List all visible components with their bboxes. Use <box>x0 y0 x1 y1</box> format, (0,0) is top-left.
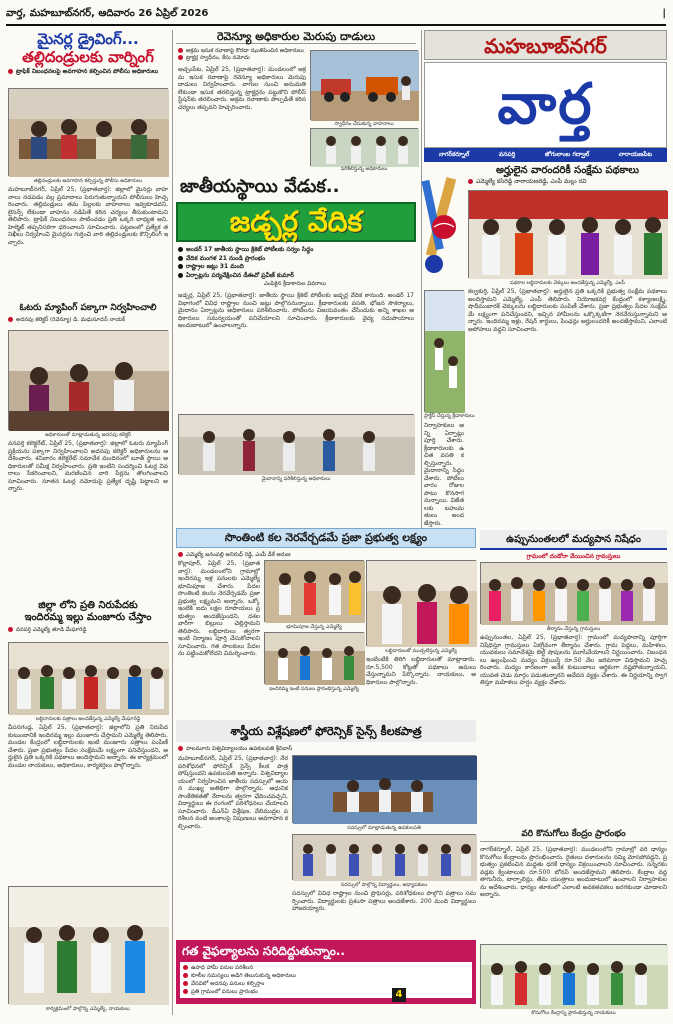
photo-cricket-officials <box>178 414 414 474</box>
bullet-text: ప్రతి గ్రామంలో పనులు ప్రారంభం <box>191 989 258 995</box>
photo-welfare-event <box>468 190 667 278</box>
right-top-story <box>468 164 667 186</box>
header-title: వార్త, మహబూబ్‌నగర్, ఆదివారం 26 ఏప్రిల్ 2026 <box>6 8 209 19</box>
photo-illustration <box>481 945 668 1009</box>
story-byline <box>178 551 474 559</box>
col1-story1 <box>8 30 168 76</box>
district-name: నారాయణపేట <box>618 151 653 158</box>
bullet-icon <box>178 247 183 252</box>
bullet-icon <box>183 973 188 978</box>
story-body: ఉప్పునుంతల, ఏప్రిల్ 25, (ప్రభాతవార్త): గ్రామంలో మద్యపానాన్ని పూర్తిగా నిషేధిస్తూ గ్రామస్తులు ఏకగ్రీవంగా తీర్మానం చేశారు. గ్రామ పెద్దలు, మహిళలు, యువకులు సమావేశమై బెల్ట్ షాపులను మూసివేయాలని నిర్ణయించారు. నిబంధనలు ఉల్లంఘించి మద్యం విక్రయిస్తే రూ.50 వేల జరిమానా విధిస్తామని హెచ్చరించారు. మద్యం కారణంగా అనేక కుటుంబాలు ఆర్థికంగా నష్టపోతున్నాయని, యువత చెడు మార్గం పడుతున్నారని ఆవేదన వ్యక్తం చేశారు. ఈ నిర్ణయాన్ని స్వాగతిస్తూ మహిళలు హర్షం వ్యక్తం చేశారు. <box>480 634 667 686</box>
bullet-item <box>183 964 469 972</box>
masthead-district-strip <box>424 148 667 162</box>
story-body: మహబూబ్‌నగర్, ఏప్రిల్ 25, (ప్రభాతవార్త): నేర పరిశోధనలో ఫోరెన్సిక్ సైన్స్ కీలక పాత్ర పోషిస్తుందని ఉపకులపతి అన్నారు. విశ్వవిద్యాలయంలో నిర్వహించిన జాతీయ సదస్సులో ఆయన ముఖ్య అతిథిగా పాల్గొన్నారు. ఆధునిక సాంకేతికతతో నేరాలను త్వరగా ఛేదించవచ్చని, విద్యార్థులు ఈ రంగంలో పరిశోధనలు చేయాలని సూచించారు. డీఎన్ఏ విశ్లేషణ, వేలిముద్రల పరిశీలన వంటి అంశాలపై నిపుణులు అవగాహన కల్పించారు. <box>178 755 288 830</box>
story-body: కల్వకుర్తి, ఏప్రిల్ 25, (ప్రభాతవార్త): అర్హులైన ప్రతి ఒక్కరికి ప్రభుత్వ సంక్షేమ పథకాలు అందిస్తామని ఎమ్మెల్యే, ఎంపీ తెలిపారు. నియోజకవర్గ కేంద్రంలో కళ్యాణలక్ష్మి, షాదీముబారక్ చెక్కులను లబ్ధిదారులకు పంపిణీ చేశారు. ప్రజా ప్రభుత్వం పేదల సంక్షేమమే లక్ష్యంగా పనిచేస్తుందని, ఇచ్చిన హామీలను ఒక్కొక్కటిగా నెరవేరుస్తున్నామని అన్నారు. ఇందిరమ్మ ఇళ్లు, రేషన్ కార్డులు, పింఛన్లు అర్హులందరికీ అందజేస్తామని, ఎలాంటి అపోహలు వద్దని సూచించారు. <box>468 288 667 333</box>
photo-illustration <box>481 563 668 625</box>
bullet-icon <box>178 746 183 751</box>
bullet-text: అండర్ 17 జాతీయ స్థాయి క్రికెట్ పోటీలకు సర్వం సిద్ధం <box>186 246 314 253</box>
bullet-item <box>178 255 412 264</box>
photo-illustration <box>9 887 169 1005</box>
bullet-icon <box>183 989 188 994</box>
bullet-icon <box>178 552 183 557</box>
bullet-text: ఉపాధి హామీ పనుల పరిశీలన <box>191 965 254 971</box>
right-mid-headline-bar <box>480 530 667 550</box>
photo-illustration <box>9 89 169 177</box>
bullet-icon <box>8 317 13 322</box>
bullet-text: ట్రాక్టర్ల స్వాధీనం, కేసు నమోదు <box>186 55 250 61</box>
bullet-item <box>178 263 412 272</box>
story-headline: ఉప్పునుంతలలో మద్యపాన నిషేధం <box>506 534 641 545</box>
bullet-icon <box>183 981 188 986</box>
district-name: వనపర్తి <box>498 151 516 158</box>
photo-officials-inspect <box>310 128 418 166</box>
photo-illustration <box>9 643 169 715</box>
photo-caption: లబ్ధిదారులకు పత్రాలు అందజేస్తున్న ఎమ్మెల్యే మేఘారెడ్డి <box>35 716 141 722</box>
photo-illustration <box>469 191 668 279</box>
story-byline: ఎంపికైన క్రీడాకారుల వివరాలు <box>264 281 326 287</box>
photo-caption: స్వాధీనం చేసుకున్న వాహనాలు <box>334 121 394 127</box>
center-headline-bar <box>176 528 476 548</box>
story-headline: వరి కొనుగోలు కేంద్రం ప్రారంభం <box>521 829 626 839</box>
story-body: అచ్చంపేట, ఏప్రిల్ 25, (ప్రభాతవార్త): మండలంలో అక్రమ ఇసుక రవాణాపై రెవెన్యూ అధికారులు మెరుపు దాడులు నిర్వహించారు. వాగుల నుంచి అనుమతి లేకుండా ఇసుక తరలిస్తున్న ట్రాక్టర్లను పట్టుకొని పోలీస్ స్టేషన్‌కు తరలించారు. అక్రమ రవాణాకు పాల్పడితే కఠిన చర్యలు తప్పవని హెచ్చరించారు. <box>178 66 306 111</box>
story-byline <box>8 316 168 324</box>
photo-police-meeting <box>8 88 168 176</box>
photo-illustration <box>265 561 365 623</box>
masthead-paper-name: వార్త <box>497 72 594 137</box>
story-headline: జిల్లా లోని ప్రతి నిరుపేదకు <box>38 600 138 611</box>
story-subhead <box>8 68 168 76</box>
cricket-graphic <box>416 172 464 284</box>
photo-mla-beneficiaries <box>366 560 476 646</box>
bullet-text: వేసవిలో అదనపు పనులు కల్పిస్తాం <box>191 981 265 987</box>
photo-caption: కార్యక్రమంలో పాల్గొన్న ఎమ్మెల్యే, నాయకులు <box>46 1006 130 1012</box>
bullet-item <box>183 988 469 996</box>
photo-caption: తీర్మానం చేస్తున్న గ్రామస్తులు <box>546 626 601 632</box>
story-headline: శాస్త్రీయ విశ్లేషణలో ఫోరెన్సిక్ సైన్స్ కీలకపాత్ర <box>230 724 422 738</box>
col1-story3 <box>8 600 168 634</box>
band-bullets <box>180 962 472 998</box>
byline-text: ఎమ్మెల్యే జనంపల్లి అనిరుధ్ రెడ్డి, ఎంపీ డీకే అరుణ <box>186 552 291 558</box>
bullet-icon <box>8 627 13 632</box>
masthead-edition-box <box>424 30 667 60</box>
bullet-icon <box>178 264 183 269</box>
bullet-icon <box>178 256 183 261</box>
revenue-bullets <box>178 48 306 62</box>
photo-bhoomi-pooja <box>264 560 364 622</box>
byline-text: పాలమూరు విశ్వవిద్యాలయం ఉపకులపతి శ్రీనివాస్ <box>186 746 293 752</box>
bullet-text: వేదిక మంగళ 21 నుండి ప్రారంభం <box>186 254 266 262</box>
photo-caption: ప్రాక్టీస్ చేస్తున్న క్రీడాకారులు <box>424 413 475 419</box>
band-headline: గత వైఫల్యాలను సరిదిద్దుతున్నాం.. <box>182 944 345 958</box>
revenue-headline-bar <box>176 30 416 44</box>
photo-caption: లబ్ధిదారులతో ముచ్చటిస్తున్న ఎమ్మెల్యే <box>385 648 457 654</box>
photo-caption: అధికారులతో మాట్లాడుతున్న అదనపు కలెక్టర్ <box>45 432 131 438</box>
bullet-icon <box>178 55 183 60</box>
story-body: మహబూబ్‌నగర్, ఏప్రిల్ 25, (ప్రభాతవార్త): జిల్లాలో మైనర్లు వాహనాలు నడపడం వల్ల ప్రమాదాలు పెరుగుతున్నాయని పోలీసులు హెచ్చరించారు. తల్లిదండ్రులు తమ పిల్లలకు వాహనాలు ఇవ్వకూడదని, లైసెన్స్ లేకుండా వాహనం నడిపితే కఠిన చర్యలు తీసుకుంటామని తెలిపారు. ట్రాఫిక్ నిబంధనలు పాటించడం ప్రతి ఒక్కరి బాధ్యత అని, హెల్మెట్ తప్పనిసరిగా ధరించాలని సూచించారు. పట్టణంలో ప్రత్యేక తనిఖీలు నిర్వహించి మైనర్లను గుర్తించి వారి తల్లిదండ్రులకు కౌన్సిలింగ్ ఇచ్చారు. <box>8 186 168 246</box>
photo-caption: భూమిపూజ చేస్తున్న ఎమ్మెల్యే <box>286 624 342 630</box>
photo-caption: సదస్సులో మాట్లాడుతున్న ఉపకులపతి <box>347 825 421 831</box>
col1-story2 <box>8 303 168 324</box>
story-headline: అర్హులైన వారందరికీ సంక్షేమ పథకాలు <box>496 165 639 176</box>
story-body: నాగర్‌కర్నూల్, ఏప్రిల్ 25, (ప్రభాతవార్త): మండలంలోని గ్రామాల్లో వరి ధాన్యం కొనుగోలు కేంద్రాలను ప్రారంభించారు. రైతులు దళారులను నమ్మి మోసపోవద్దని, ప్రభుత్వం ప్రకటించిన మద్దతు ధరకే ధాన్యం విక్రయించాలని సూచించారు. సన్నరకం వడ్లకు క్వింటాలుకు రూ.500 బోనస్ అందజేస్తామని తెలిపారు. కేంద్రాల వద్ద తాగునీరు, టార్పాలిన్లు, తేమ యంత్రాలు అందుబాటులో ఉంచాలని నిర్వాహకులను ఆదేశించారు. ధాన్యం తూకంలో ఎలాంటి అవకతవకలు జరగకుండా చూడాలని అన్నారు. <box>480 846 667 898</box>
district-name: జోగులాంబ గద్వాల్ <box>544 151 590 158</box>
cricket-bat-icon <box>416 172 464 284</box>
right-mid-story2-bar <box>480 826 667 842</box>
sports-bullets <box>178 246 412 288</box>
photo-illustration <box>311 51 419 121</box>
subhead-text: ఎమ్మెల్యే కసిరెడ్డి నారాయణరెడ్డి, ఎంపీ మల్లు రవి <box>476 178 587 185</box>
story-body: సదస్సులో వివిధ రాష్ట్రాల నుంచి ప్రొఫెసర్లు, పరిశోధకులు పాల్గొని పత్రాలు సమర్పించారు. విద్యార్థులకు ప్రశంసా పత్రాలు అందజేశారు. 200 మంది విద్యార్థులు హాజరయ్యారు. <box>292 890 476 912</box>
bottom-band <box>176 940 476 1004</box>
photo-caption: పరిశీలిస్తున్న అధికారులు <box>340 166 388 172</box>
photo-illustration <box>293 835 477 881</box>
photo-cricket-practice <box>424 290 464 412</box>
column-divider <box>172 30 173 1015</box>
story-body: వనపర్తి కలెక్టరేట్, ఏప్రిల్ 25, (ప్రభాతవార్త): జిల్లాలో ఓటరు మ్యాపింగ్ ప్రక్రియను పక్కాగా నిర్వహించాలని అదనపు కలెక్టర్ అధికారులను ఆదేశించారు. శనివారం కలెక్టరేట్ సమావేశ మందిరంలో బూత్ స్థాయి అధికారులతో సమీక్ష నిర్వహించారు. ప్రతి ఇంటిని సందర్శించి ఓటర్ల వివరాలు సేకరించాలని, మరణించిన వారి పేర్లను తొలగించాలని సూచించారు. నూతన ఓటర్ల నమోదుపై ప్రత్యేక దృష్టి పెట్టాలని అన్నారు. <box>8 440 168 492</box>
page-number: 4 <box>392 988 406 1002</box>
subhead-text: ట్రాఫిక్ నిబంధనలపై అవగాహన కల్పించిన పోలీసు అధికారులు <box>16 68 159 75</box>
bullet-item <box>178 48 306 55</box>
story-body: నిర్వాహకులు అన్ని ఏర్పాట్లు పూర్తి చేశారు. క్రీడాకారులకు ఉచిత వసతి కల్పిస్తున్నారు. మైదానాన్ని సిద్ధం చేశారు. పోటీలు వారం రోజుల పాటు కొనసాగనున్నాయి. విజేతలకు బహుమతులు అందజేస్తారు. <box>424 422 464 527</box>
photo-illustration <box>293 756 477 824</box>
bullet-text: ఏర్పాట్లను పర్యవేక్షించిన డీఈవో ప్రవీణ్ కుమార్ <box>186 271 294 279</box>
story-headline: ఇందిరమ్మ ఇల్లు మంజూరు చేస్తాం <box>24 612 152 623</box>
photo-indiramma-houses <box>8 642 168 714</box>
story-subhead <box>468 178 667 186</box>
story-headline: తల్లిదండ్రులకు వార్నింగ్ <box>22 48 154 66</box>
story-byline <box>178 745 474 753</box>
bullet-icon <box>178 273 183 278</box>
bullet-text: అక్రమ ఇసుక రవాణాపై కొరడా ఝుళిపించిన అధికారులు <box>186 48 304 54</box>
bullet-icon <box>178 48 183 53</box>
story-kicker: మైనర్ల డ్రైవింగ్... <box>37 30 139 48</box>
story-headline: సొంతింటి కల నెరవేర్చడమే ప్రజా ప్రభుత్వ లక్ష్యం <box>224 531 428 544</box>
photo-forensic-audience <box>292 834 476 880</box>
story-body: కొల్లాపూర్, ఏప్రిల్ 25, (ప్రభాతవార్త): మండలంలోని గ్రామాల్లో ఇందిరమ్మ ఇళ్ల పనులకు ఎమ్మెల్యే భూమిపూజ చేశారు. పేదల సొంతింటి కలను నెరవేర్చడమే ప్రజా ప్రభుత్వ లక్ష్యమని అన్నారు. ఒక్కో ఇంటికి ఐదు లక్షల రూపాయలు ప్రభుత్వం అందజేస్తుందని, దశల వారీగా బిల్లులు చెల్లిస్తామని తెలిపారు. లబ్ధిదారులు త్వరగా ఇంటి నిర్మాణం పూర్తి చేసుకోవాలని సూచించారు. గత పాలకులు పేదలను పట్టించుకోలేదని విమర్శించారు. <box>178 560 260 657</box>
bullet-icon <box>183 965 188 970</box>
story-body: జడ్చర్ల, ఏప్రిల్ 25, (ప్రభాతవార్త): జాతీయ స్థాయి క్రికెట్ పోటీలకు జడ్చర్ల వేదిక కానుంది. అండర్ 17 విభాగంలో వివిధ రాష్ట్రాల నుంచి జట్లు పాల్గొననున్నాయి. క్రీడాకారులకు వసతి, భోజన సౌకర్యాలు, మైదానం ఏర్పాట్లను అధికారులు పరిశీలించారు. పోటీలను విజయవంతం చేసేందుకు అన్ని శాఖల అధికారులు సమన్వయంతో పనిచేయాలని సూచించారు. క్రీడాకారులకు వైద్య సదుపాయాలు అందుబాటులో ఉంచాలన్నారు. <box>178 292 414 329</box>
masthead-edition: మహబూబ్‌నగర్ <box>484 34 607 58</box>
bullet-item <box>178 55 306 62</box>
bullet-text: రాష్ట్రాల జట్లు 31 మంది <box>186 263 244 270</box>
bullet-item <box>178 246 412 255</box>
bullet-item <box>183 972 469 980</box>
photo-paddy-centre <box>480 944 667 1008</box>
photo-sand-tractors <box>310 50 418 120</box>
photo-caption: మైదానాన్ని పరిశీలిస్తున్న అధికారులు <box>261 476 331 482</box>
district-name: నాగర్‌కర్నూల్ <box>438 151 470 158</box>
byline-text: వనపర్తి ఎమ్మెల్యే తూడి మేఘారెడ్డి <box>16 627 87 633</box>
story-headline: జడ్చర్ల వేదిక <box>229 205 363 238</box>
photo-caption: తల్లిదండ్రులకు అవగాహన కల్పిస్తున్న పోలీసు అధికారులు <box>33 178 143 184</box>
byline-text: అదనపు కలెక్టర్ (రెవెన్యూ) డి. మధుసూదన్ నాయక్ <box>16 317 126 323</box>
photo-caption: పథకాల లబ్ధిదారులకు చెక్కులు అందజేస్తున్న ఎమ్మెల్యే, ఎంపీ <box>510 280 625 286</box>
photo-caption: సదస్సులో పాల్గొన్న విద్యార్థులు, అధ్యాపకులు <box>340 882 428 888</box>
header-rule <box>6 24 666 26</box>
bullet-item <box>178 272 412 281</box>
photo-forensic-speaker <box>292 755 476 823</box>
bullet-icon <box>468 179 473 184</box>
story-byline <box>8 626 168 634</box>
photo-illustration <box>425 291 465 413</box>
photo-illustration <box>9 331 169 431</box>
story-headline: రెవెన్యూ అధికారుల మెరుపు దాడులు <box>216 30 376 43</box>
photo-illustration <box>367 561 477 647</box>
photo-mla-event <box>8 886 168 1004</box>
story-headline: ఓటరు మ్యాపింగ్ పక్కాగా నిర్వహించాలి <box>19 303 157 313</box>
page-marker: | <box>662 8 666 19</box>
bullet-icon <box>8 69 13 74</box>
forensic-headline-bar <box>176 720 476 742</box>
story-subhead: గ్రామంలో దండోరా వేయించిన గ్రామస్తులు <box>526 553 621 560</box>
photo-voter-mapping <box>8 330 168 430</box>
story-body: వీపనగండ్ల, ఏప్రిల్ 25, (ప్రభాతవార్త): జిల్లాలోని ప్రతి నిరుపేద కుటుంబానికి ఇందిరమ్మ ఇల్లు మంజూరు చేస్తామని ఎమ్మెల్యే తెలిపారు. మండల కేంద్రంలో లబ్ధిదారులకు ఇంటి మంజూరు పత్రాలు పంపిణీ చేశారు. ప్రజా ప్రభుత్వం పేదల సంక్షేమమే లక్ష్యంగా పనిచేస్తుందని, అర్హులైన ప్రతి ఒక్కరికి పథకాలు అందిస్తామని అన్నారు. ఈ కార్యక్రమంలో మండల నాయకులు, అధికారులు, కార్యకర్తలు పాల్గొన్నారు. <box>8 724 168 769</box>
masthead-logo-box <box>424 62 667 148</box>
story-kicker: జాతీయస్థాయి వేడుక.. <box>180 176 340 197</box>
photo-caption: కొనుగోలు కేంద్రాన్ని ప్రారంభిస్తున్న నాయకులు <box>531 1010 616 1016</box>
bullet-text: కూలీల సమస్యలు అడిగి తెలుసుకున్న అధికారులు <box>191 973 297 979</box>
page-header <box>6 4 666 24</box>
photo-villagers <box>480 562 667 624</box>
photo-illustration <box>179 415 415 475</box>
photo-house-works <box>264 632 364 684</box>
sports-headline-banner <box>176 202 416 242</box>
sports-kicker-box <box>176 174 416 200</box>
bullet-item <box>183 980 469 988</box>
photo-caption: ఇందిరమ్మ ఇంటి పనులు ప్రారంభిస్తున్న ఎమ్మెల్యే <box>269 686 359 692</box>
photo-illustration <box>311 129 419 167</box>
photo-illustration <box>265 633 365 685</box>
story-body: ఇంటింటికి తిరిగి లబ్ధిదారులతో మాట్లాడారు. రూ.5,500 కోట్లతో పథకాలు అమలు చేస్తున్నామని పేర్కొన్నారు. నాయకులు, అధికారులు పాల్గొన్నారు. <box>366 656 476 686</box>
